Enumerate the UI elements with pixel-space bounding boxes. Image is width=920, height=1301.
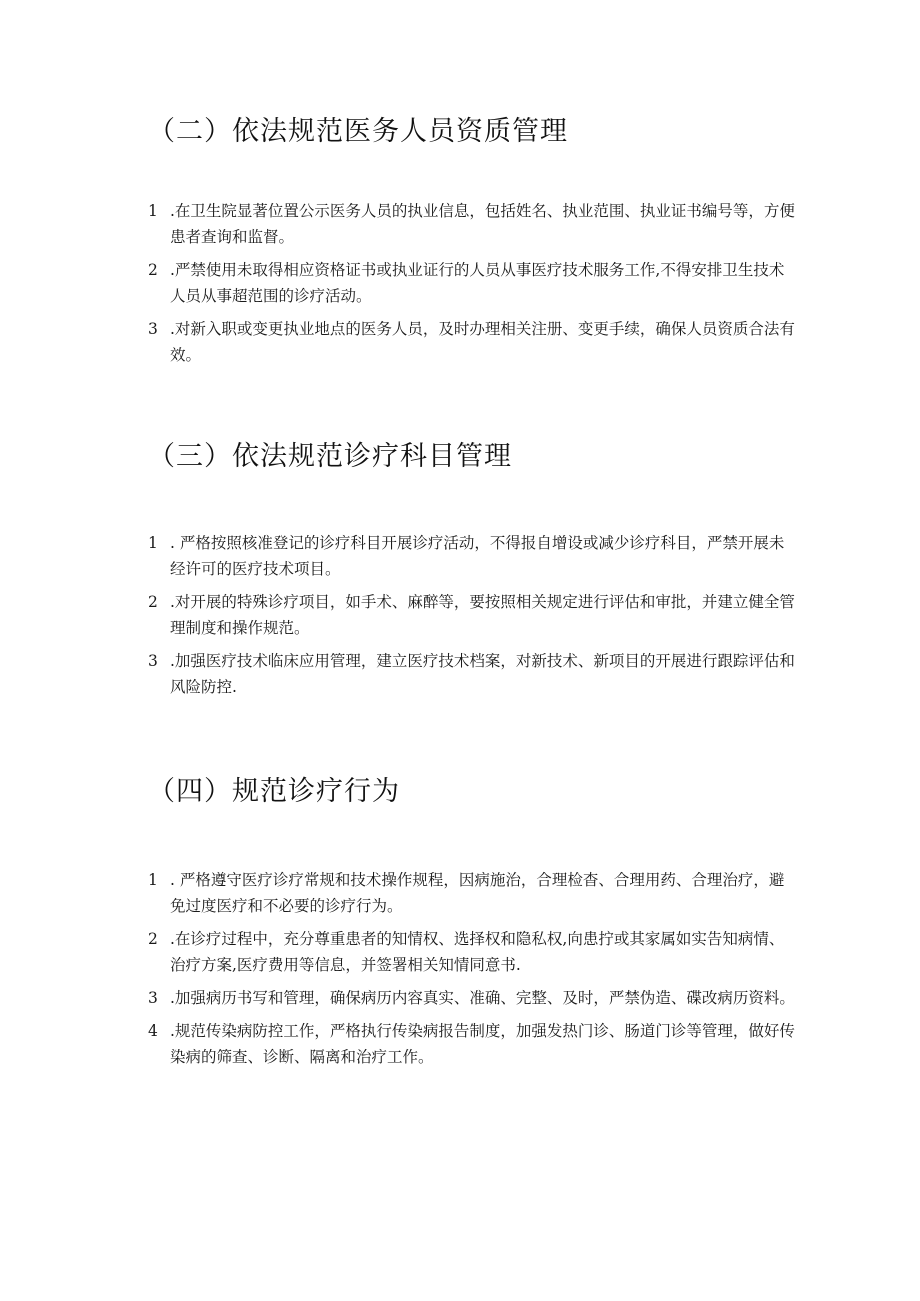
list-item bbox=[148, 589, 798, 641]
list-item bbox=[148, 257, 798, 309]
list-item bbox=[148, 1018, 798, 1070]
list-item bbox=[148, 530, 798, 582]
list-item bbox=[148, 648, 798, 700]
item-list bbox=[148, 530, 798, 700]
item-number: 3 bbox=[148, 989, 158, 1007]
item-number: 1 bbox=[148, 202, 158, 220]
item-number: 2 bbox=[148, 261, 158, 279]
list-item bbox=[148, 985, 798, 1011]
item-number: 3 bbox=[148, 652, 158, 670]
item-number: 1 bbox=[148, 534, 158, 552]
list-item bbox=[148, 198, 798, 250]
item-number: 1 bbox=[148, 871, 158, 889]
list-item bbox=[148, 926, 798, 978]
item-text: .对新入职或变更执业地点的医务人员，及时办理相关注册、变更手续，确保人员资质合法有效。 bbox=[170, 320, 795, 364]
item-text: . 严格遵守医疗诊疗常规和技术操作规程，因病施治，合理检杳、合理用药、合理治疗，避免过度医疗和不必要的诊疗行为。 bbox=[170, 871, 785, 915]
item-number: 4 bbox=[148, 1022, 158, 1040]
item-text: .对开展的特殊诊疗项目，如手术、麻醉等，要按照相关规定进行评估和审批，并建立健全管理制度和操作规范。 bbox=[170, 593, 795, 637]
section-heading: （四）规范诊疗行为 bbox=[148, 776, 400, 807]
section-staff-qualification bbox=[148, 115, 798, 375]
item-text: .严禁使用未取得相应资格证书或执业证行的人员从事医疗技术服务工作,不得安排卫生技术人员从事超范围的诊疗活动。 bbox=[170, 261, 785, 305]
item-number: 2 bbox=[148, 593, 158, 611]
item-text: .在卫生院显著位置公示医务人员的执业信息，包括姓名、执业范围、执业证书编号等，方便患者查询和监督。 bbox=[170, 202, 795, 246]
section-clinical-departments bbox=[148, 440, 798, 707]
item-number: 3 bbox=[148, 320, 158, 338]
section-heading: （三）依法规范诊疗科目管理 bbox=[148, 441, 512, 472]
item-list bbox=[148, 867, 798, 1070]
section-clinical-conduct bbox=[148, 775, 798, 1077]
item-text: .加强病历书写和管理，确保病历内容真实、准确、完整、及时，严禁伪造、碟改病历资料。 bbox=[170, 989, 795, 1007]
item-text: .加强医疗技术临床应用管理，建立医疗技术档案，对新技术、新项目的开展进行跟踪评估和风险防控. bbox=[170, 652, 795, 696]
item-number: 2 bbox=[148, 930, 158, 948]
item-text: . 严格按照核准登记的诊疗科目开展诊疗活动，不得报自增设或减少诊疗科目，严禁开展未经许可的医疗技术项目。 bbox=[170, 534, 785, 578]
section-heading: （二）依法规范医务人员资质管理 bbox=[148, 116, 568, 147]
list-item bbox=[148, 867, 798, 919]
list-item bbox=[148, 316, 798, 368]
item-text: .在诊疗过程中，充分尊重患者的知情权、选择权和隐私权,向患拧或其家属如实告知病情、治疗方案,医疗费用等信息，并签署相关知情同意书. bbox=[170, 930, 785, 974]
item-list bbox=[148, 198, 798, 368]
item-text: .规范传染病防控工作，严格执行传染病报告制度，加强发热门诊、肠道门诊等管理，做好传染病的筛查、诊断、隔离和治疗工作。 bbox=[170, 1022, 795, 1066]
